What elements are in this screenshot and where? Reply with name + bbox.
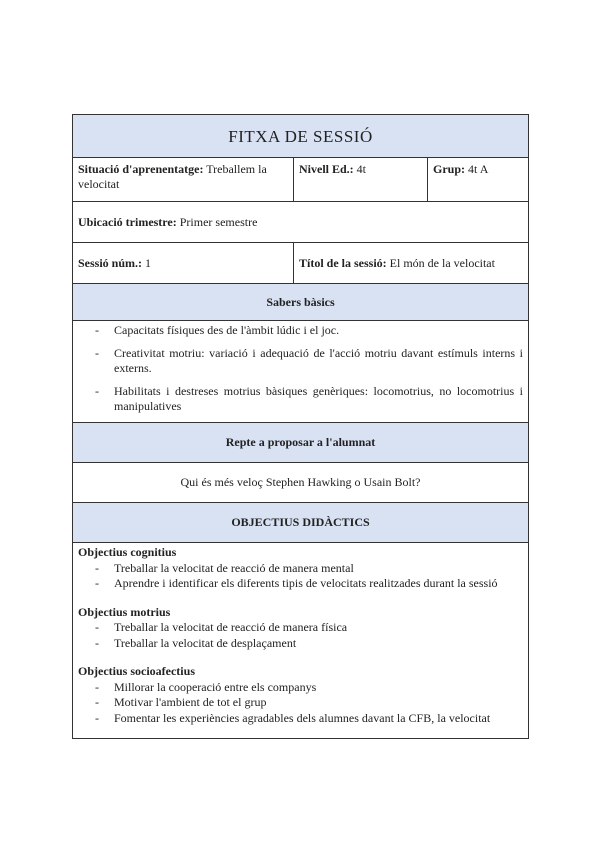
sabers-row	[73, 321, 528, 423]
objectius-cognitius-list	[78, 561, 523, 592]
titol-cell	[293, 243, 528, 283]
nivell-label: Nivell Ed.:	[299, 162, 354, 176]
nivell-value: 4t	[356, 162, 367, 176]
titol-value: El món de la velocitat	[389, 255, 495, 270]
list-item: - Motivar l'ambient de tot el grup	[78, 695, 523, 711]
ubicacio-row	[73, 202, 528, 243]
repte-heading: Repte a proposar a l'alumnat	[73, 423, 528, 462]
repte-row	[73, 463, 528, 503]
grup-cell	[427, 158, 528, 201]
ubicacio-cell	[73, 211, 528, 234]
objectius-heading: OBJECTIUS DIDÀCTICS	[73, 503, 528, 542]
sabers-header-row	[73, 284, 528, 321]
objectius-cognitius	[78, 545, 523, 592]
objectius-motrius-title: Objectius motrius	[78, 604, 171, 619]
objectius-motrius-list	[78, 620, 523, 651]
situacio-cell	[73, 158, 293, 201]
list-item: - Capacitats físiques des de l'àmbit lúdic i el joc.	[78, 323, 523, 338]
objectius-cognitius-title: Objectius cognitius	[78, 545, 177, 559]
sessio-label: Sessió núm.:	[78, 255, 143, 270]
objectius-motrius	[78, 605, 523, 652]
sabers-cell	[73, 321, 528, 422]
grup-value: 4t A	[468, 162, 489, 176]
list-item: - Treballar la velocitat de reacció de manera mental	[78, 561, 523, 577]
sabers-list	[78, 323, 523, 414]
info-row-2	[73, 243, 528, 284]
list-item: - Fomentar les experiències agradables dels alumnes davant la CFB, la velocitat	[78, 711, 523, 727]
title-row	[73, 115, 528, 158]
objectius-row	[73, 543, 528, 738]
list-item: - Creativitat motriu: variació i adequació de l'acció motriu davant estímuls interns i externs.	[78, 346, 523, 376]
objectius-cell	[73, 543, 528, 738]
info-row-1	[73, 158, 528, 202]
page-title: FITXA DE SESSIÓ	[73, 115, 528, 157]
sessio-cell	[73, 243, 293, 283]
titol-label: Títol de la sessió:	[299, 255, 387, 270]
objectius-socioafectius	[78, 664, 523, 726]
objectius-header-row	[73, 503, 528, 543]
list-item: - Treballar la velocitat de desplaçament	[78, 636, 523, 652]
objectius-socioafectius-title: Objectius socioafectius	[78, 664, 195, 678]
list-item: - Aprendre i identificar els diferents tipis de velocitats realitzades durant la sessió	[78, 576, 523, 592]
objectius-socioafectius-list	[78, 680, 523, 727]
repte-header-row	[73, 423, 528, 463]
repte-question: Qui és més veloç Stephen Hawking o Usain Bolt?	[180, 475, 421, 489]
list-item: - Treballar la velocitat de reacció de manera física	[78, 620, 523, 636]
sabers-heading: Sabers bàsics	[73, 284, 528, 320]
list-item: - Millorar la cooperació entre els companys	[78, 680, 523, 696]
session-sheet	[72, 114, 529, 739]
situacio-label: Situació d'aprenentatge:	[78, 162, 204, 176]
ubicacio-value: Primer semestre	[179, 214, 258, 229]
list-item: - Habilitats i destreses motrius bàsiques genèriques: locomotrius, no locomotrius i manipulatives	[78, 384, 523, 414]
ubicacio-label: Ubicació trimestre:	[78, 214, 177, 229]
sessio-value: 1	[145, 255, 152, 270]
grup-label: Grup:	[433, 162, 466, 176]
situacio-value: Treballem la velocitat	[78, 162, 267, 191]
nivell-cell	[293, 158, 427, 201]
